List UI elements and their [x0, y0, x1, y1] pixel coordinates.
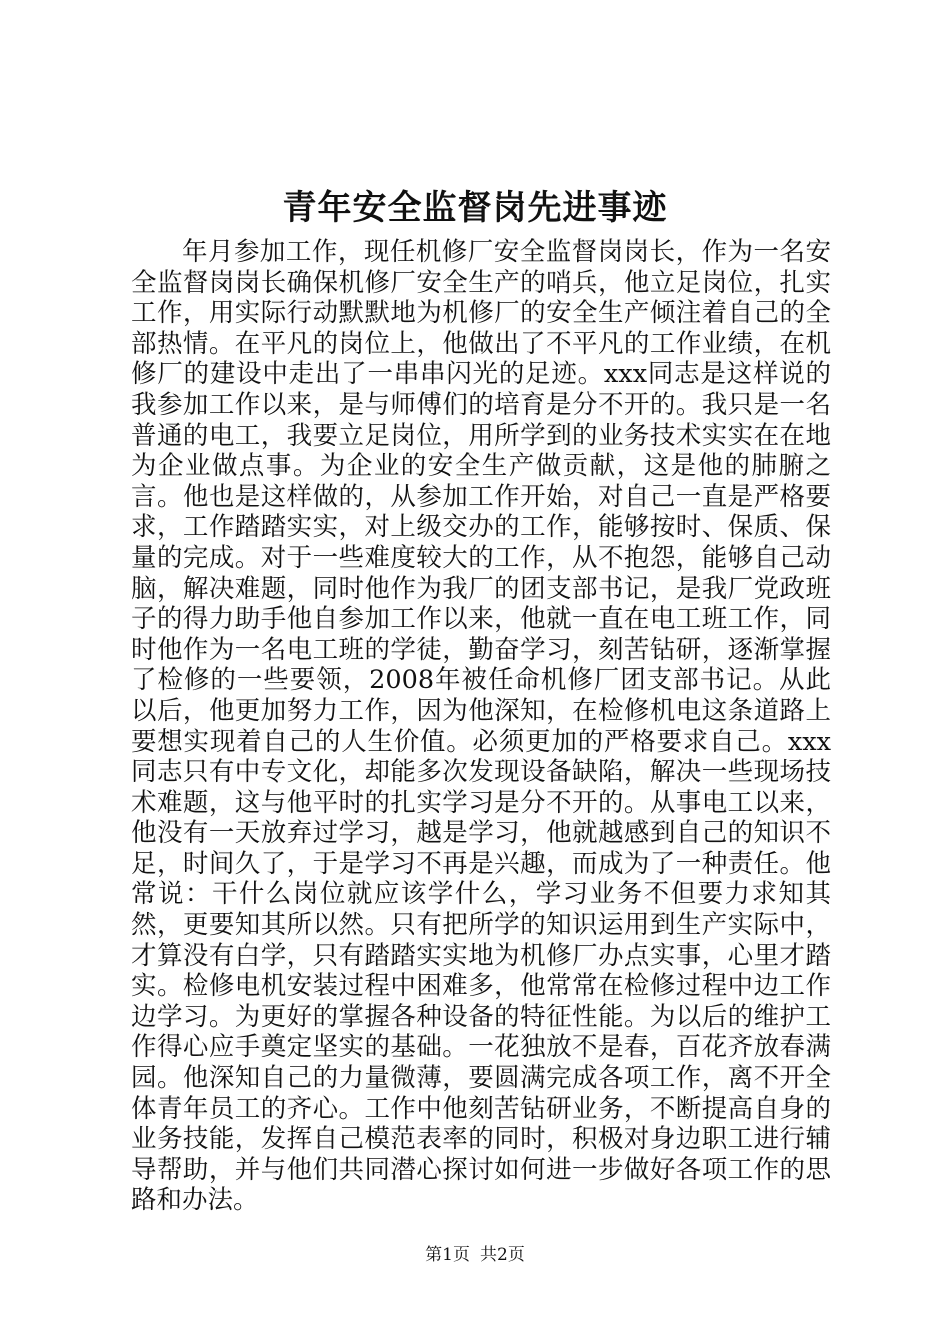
page-total: 共2页: [480, 1245, 525, 1265]
body-paragraph: 年月参加工作，现任机修厂安全监督岗岗长，作为一名安全监督岗岗长确保机修厂安全生产的哨兵，他立足岗位，扎实工作，用实际行动默默地为机修厂的安全生产倾注着自己的全部热情。在平凡的岗位上，他做出了不平凡的工作业绩，在机修厂的建设中走出了一串串闪光的足迹。xxx同志是这样说的我参加工作以来，是与师傅们的培育是分不开的。我只是一名普通的电工，我要立足岗位，用所学到的业务技术实实在在地为企业做点事。为企业的安全生产做贡献，这是他的肺腑之言。他也是这样做的，从参加工作开始，对自己一直是严格要求，工作踏踏实实，对上级交办的工作，能够按时、保质、保量的完成。对于一些难度较大的工作，从不抱怨，能够自己动脑，解决难题，同时他作为我厂的团支部书记，是我厂党政班子的得力助手他自参加工作以来，他就一直在电工班工作，同时他作为一名电工班的学徒，勤奋学习，刻苦钻研，逐渐掌握了检修的一些要领，2008年被任命机修厂团支部书记。从此以后，他更加努力工作，因为他深知，在检修机电这条道路上要想实现着自己的人生价值。必须更加的严格要求自己。xxx同志只有中专文化，却能多次发现设备缺陷，解决一些现场技术难题，这与他平时的扎实学习是分不开的。从事电工以来，他没有一天放弃过学习，越是学习，他就越感到自己的知识不足，时间久了，于是学习不再是兴趣，而成为了一种责任。他常说：干什么岗位就应该学什么，学习业务不但要力求知其然，更要知其所以然。只有把所学的知识运用到生产实际中，才算没有白学，只有踏踏实实地为机修厂办点实事，心里才踏实。检修电机安装过程中困难多，他常常在检修过程中边工作边学习。为更好的掌握各种设备的特征性能。为以后的维护工作得心应手奠定坚实的基础。一花独放不是春，百花齐放春满园。他深知自己的力量微薄，要圆满完成各项工作，离不开全体青年员工的齐心。工作中他刻苦钻研业务，不断提高自身的业务技能，发挥自己模范表率的同时，积极对身边职工进行辅导帮助，并与他们共同潜心探讨如何进一步做好各项工作的思路和办法。: [131, 237, 831, 1216]
page-footer: [0, 1244, 950, 1266]
document-title: 青年安全监督岗先进事迹: [282, 188, 668, 228]
page-number: 第1页: [425, 1245, 470, 1265]
